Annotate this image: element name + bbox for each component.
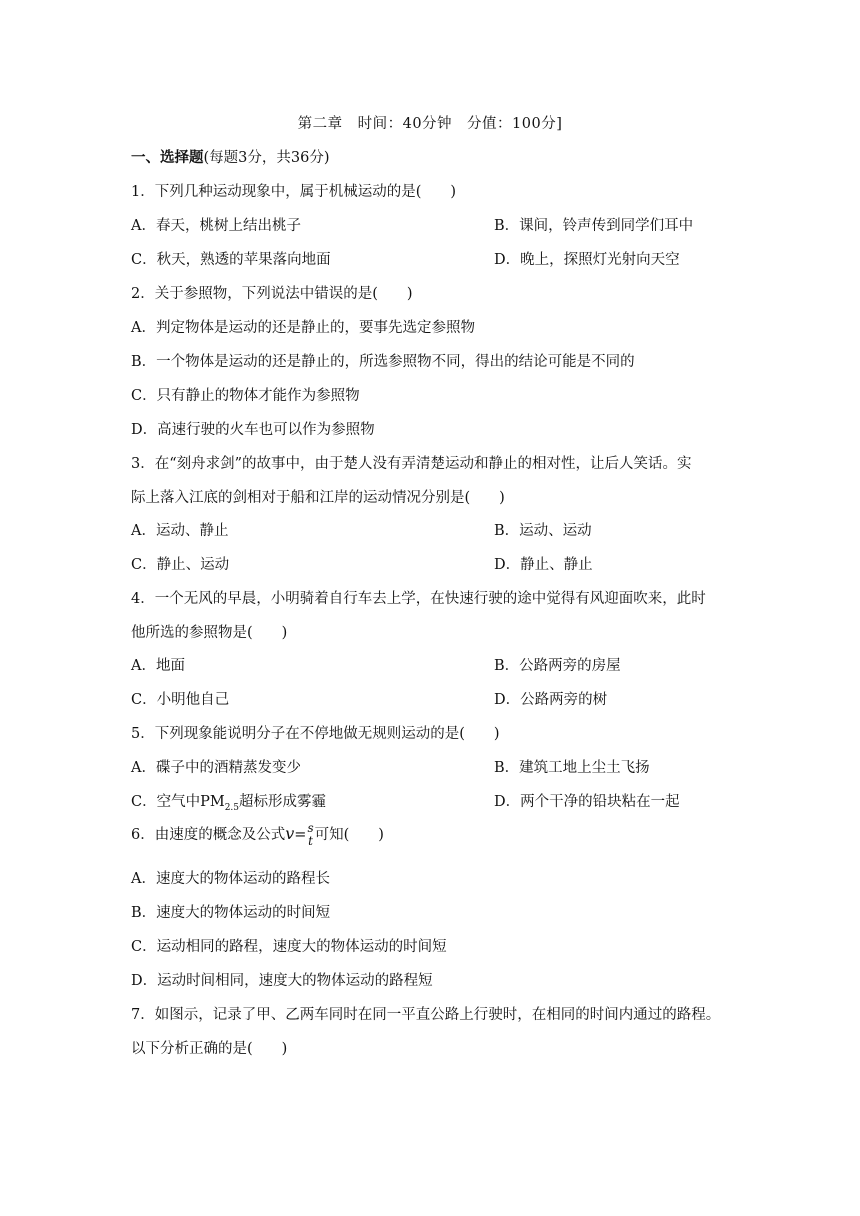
q3-option-a: A．运动、静止 xyxy=(131,523,229,539)
q4-option-b: B．公路两旁的房屋 xyxy=(494,658,621,674)
q4-option-a: A．地面 xyxy=(131,658,185,674)
question-6-stem xyxy=(131,822,384,848)
equals-sign: = xyxy=(294,827,307,843)
question-2-stem: 2．关于参照物，下列说法中错误的是( ) xyxy=(131,286,413,302)
q2-option-a: A．判定物体是运动的还是静止的，要事先选定参照物 xyxy=(131,320,475,336)
q6-option-d: D．运动时间相同，速度大的物体运动的路程短 xyxy=(131,973,433,989)
question-3-stem-line-2: 际上落入江底的剑相对于船和江岸的运动情况分别是( ) xyxy=(131,490,505,506)
q4-option-c: C．小明他自己 xyxy=(131,692,230,708)
q3-option-c: C．静止、运动 xyxy=(131,557,230,573)
q4-option-d: D．公路两旁的树 xyxy=(494,692,608,708)
question-7-stem-line-2: 以下分析正确的是( ) xyxy=(131,1041,288,1057)
q6-stem-pre: 6．由速度的概念及公式 xyxy=(131,827,286,843)
chapter-header: 第二章 时间：40分钟 分值：100分] xyxy=(297,116,563,132)
question-4-stem-line-1: 4．一个无风的早晨，小明骑着自行车去上学，在快速行驶的途中觉得有风迎面吹来，此时 xyxy=(131,591,706,607)
q6-stem-post: 可知( ) xyxy=(314,827,384,843)
speed-formula-fraction xyxy=(307,822,313,848)
q5-option-a: A．碟子中的酒精蒸发变少 xyxy=(131,760,301,776)
q6-option-a: A．速度大的物体运动的路程长 xyxy=(131,871,330,887)
section-title: 一、选择题 xyxy=(131,149,204,166)
question-4-stem-line-2: 他所选的参照物是( ) xyxy=(131,625,288,641)
fraction-denominator: t xyxy=(308,834,313,848)
q6-option-b: B．速度大的物体运动的时间短 xyxy=(131,905,331,921)
section-note: (每题3分，共36分) xyxy=(203,150,330,166)
q5-option-b: B．建筑工地上尘土飞扬 xyxy=(494,760,650,776)
q5-option-d: D．两个干净的铅块粘在一起 xyxy=(494,794,680,810)
question-5-stem: 5．下列现象能说明分子在不停地做无规则运动的是( ) xyxy=(131,726,500,742)
q5-option-c xyxy=(131,790,326,813)
q1-option-a: A．春天，桃树上结出桃子 xyxy=(131,218,301,234)
q1-option-d: D．晚上，探照灯光射向天空 xyxy=(494,252,680,268)
q6-option-c: C．运动相同的路程，速度大的物体运动的时间短 xyxy=(131,939,447,955)
q3-option-b: B．运动、运动 xyxy=(494,523,592,539)
question-7-stem-line-1: 7．如图示，记录了甲、乙两车同时在同一平直公路上行驶时，在相同的时间内通过的路程。 xyxy=(131,1007,721,1023)
pm-subscript: 2.5 xyxy=(224,802,240,813)
q5-option-c-tail: 超标形成雾霾 xyxy=(239,794,327,810)
q2-option-c: C．只有静止的物体才能作为参照物 xyxy=(131,388,360,404)
q3-option-d: D．静止、静止 xyxy=(494,557,593,573)
fraction-numerator: s xyxy=(307,821,314,835)
q1-option-c: C．秋天，熟透的苹果落向地面 xyxy=(131,252,331,268)
question-3-stem-line-1: 3．在“刻舟求剑”的故事中，由于楚人没有弄清楚运动和静止的相对性，让后人笑话。实 xyxy=(131,456,692,472)
q1-option-b: B．课间，铃声传到同学们耳中 xyxy=(494,218,694,234)
q2-option-b: B．一个物体是运动的还是静止的，所选参照物不同，得出的结论可能是不同的 xyxy=(131,354,635,370)
velocity-symbol: v xyxy=(285,824,295,843)
section-heading xyxy=(131,146,330,167)
q2-option-d: D．高速行驶的火车也可以作为参照物 xyxy=(131,422,375,438)
q5-option-c-text: C．空气中PM xyxy=(131,794,225,810)
question-1-stem: 1．下列几种运动现象中，属于机械运动的是( ) xyxy=(131,184,457,200)
